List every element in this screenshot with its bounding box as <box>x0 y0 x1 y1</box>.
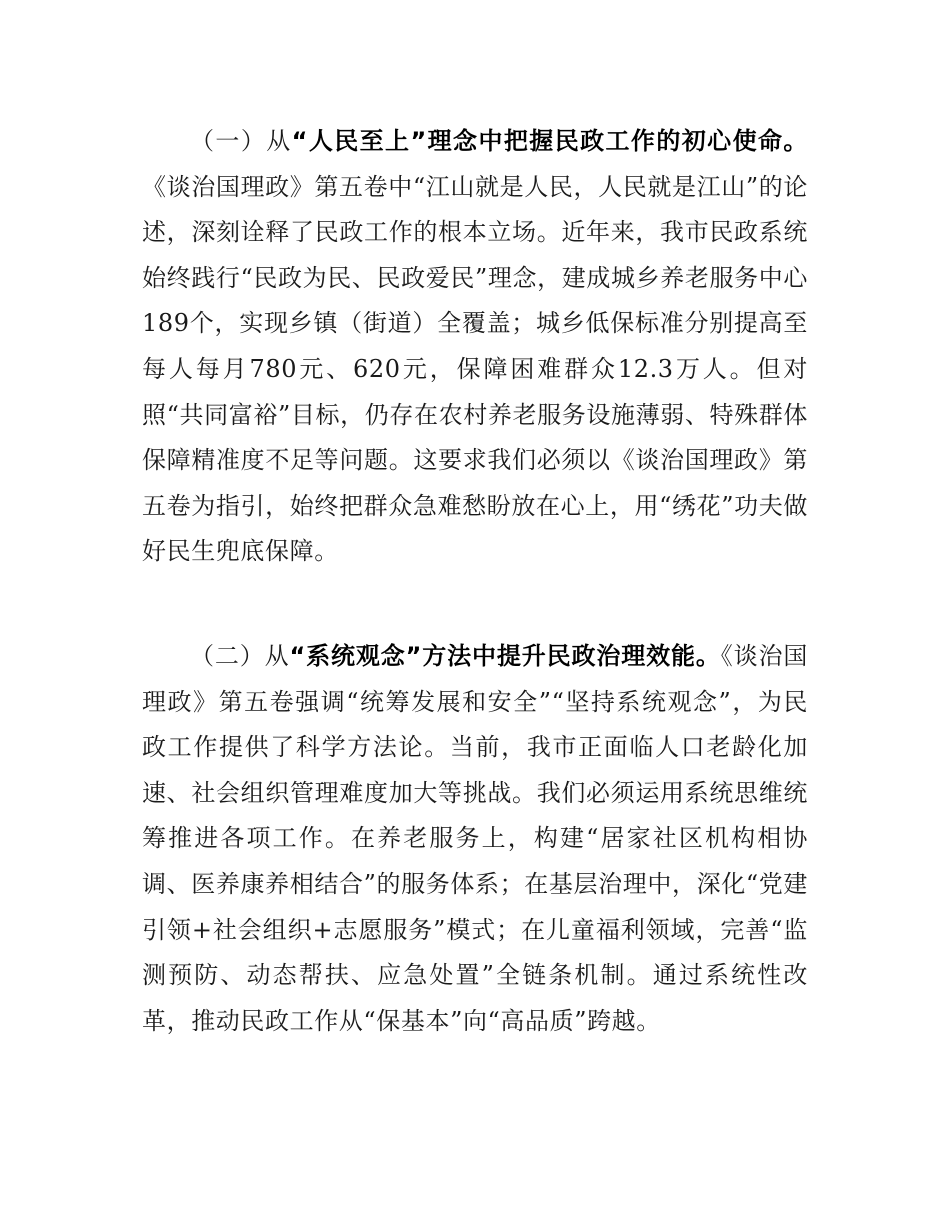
section-1-body: 《谈治国理政》第五卷中“江山就是人民，人民就是江山”的论述，深刻诠释了民政工作的根本立场。近年来，我市民政系统始终践行“民政为民、民政爱民”理念，建成城乡养老服务中心189个，实现乡镇（街道）全覆盖；城乡低保标准分别提高至每人每月780元、620元，保障困难群众12.3万人。但对照“共同富裕”目标，仍存在农村养老服务设施薄弱、特殊群体保障精准度不足等问题。这要求我们必须以《谈治国理政》第五卷为指引，始终把群众急难愁盼放在心上，用“绣花”功夫做好民生兜底保障。 <box>142 172 808 566</box>
section-1-prefix: （一）从 <box>190 127 292 155</box>
section-paragraph-2 <box>142 634 808 1044</box>
section-2-prefix: （二）从 <box>190 642 290 670</box>
section-paragraph-1 <box>142 119 808 575</box>
section-2-heading: “系统观念”方法中提升民政治理效能。 <box>289 642 721 670</box>
section-1-heading: “人民至上”理念中把握民政工作的初心使命。 <box>291 127 808 155</box>
section-2-body: 《谈治国理政》第五卷强调“统筹发展和安全”“坚持系统观念”，为民政工作提供了科学方法论。当前，我市正面临人口老龄化加速、社会组织管理难度加大等挑战。我们必须运用系统思维统筹推进各项工作。在养老服务上，构建“居家社区机构相协调、医养康养相结合”的服务体系；在基层治理中，深化“党建引领+社会组织+志愿服务”模式；在儿童福利领域，完善“监测预防、动态帮扶、应急处置”全链条机制。通过系统性改革，推动民政工作从“保基本”向“高品质”跨越。 <box>142 642 808 1035</box>
